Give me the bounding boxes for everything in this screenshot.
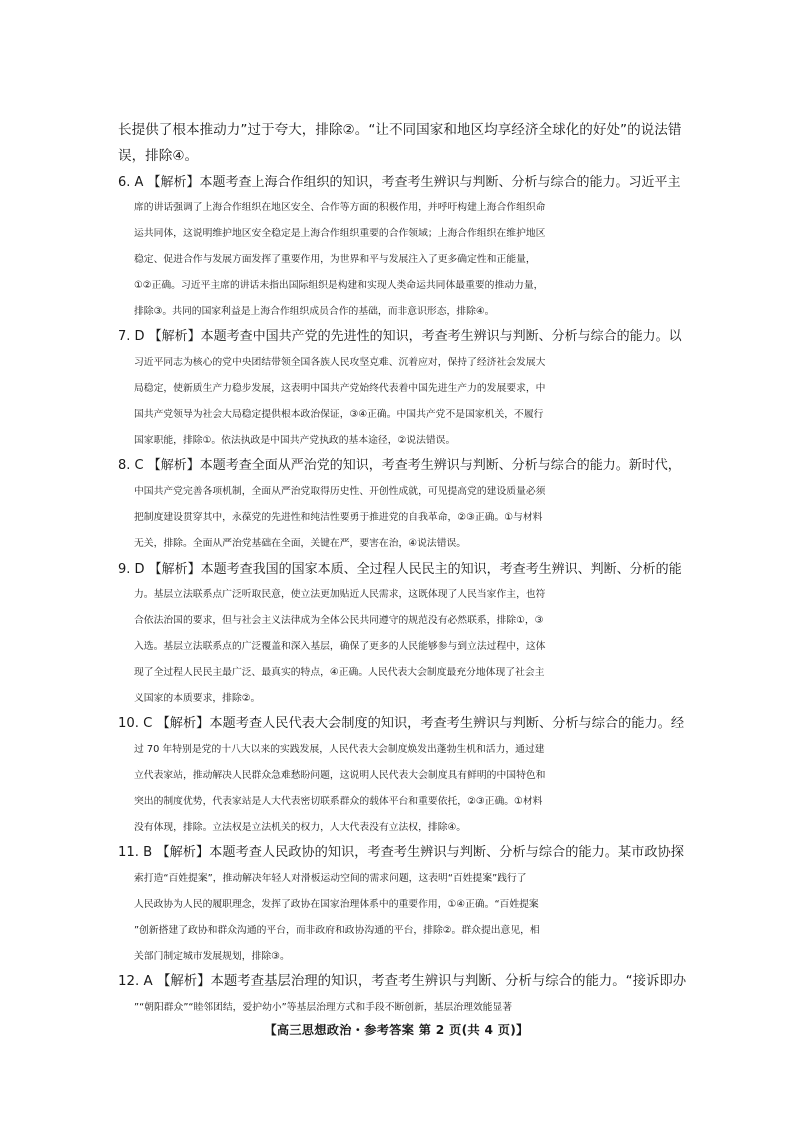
- text-line: 现了全过程人民民主最广泛、最真实的特点，④正确。人民代表大会制度最充分地体现了社会主: [134, 666, 545, 678]
- text-line: 合依法治国的要求，但与社会主义法律成为全体公民共同遵守的规范没有必然联系，排除①，③: [134, 615, 544, 627]
- text-line: 局稳定，使新质生产力稳步发展，这表明中国共产党始终代表着中国先进生产力的发展要求，中: [134, 382, 546, 394]
- text-line: 排除③。共同的国家利益是上海合作组织成员合作的基础，而非意识形态，排除④。: [134, 305, 495, 317]
- answer-q9: [118, 557, 686, 712]
- text-line: 没有体现，排除。立法权是立法机关的权力，人大代表没有立法权，排除④。: [134, 821, 467, 833]
- intro-paragraph: [118, 118, 686, 170]
- answer-q6: [118, 170, 686, 325]
- text-line: 10. C 【解析】本题考查人民代表大会制度的知识，考查考生辨识与判断、分析与综合的能力。经: [118, 716, 685, 732]
- text-line: 6. A 【解析】本题考查上海合作组织的知识，考查考生辨识与判断、分析与综合的能力。习近平主: [118, 174, 681, 190]
- text-line: 11. B 【解析】本题考查人民政协的知识，考查考生辨识与判断、分析与综合的能力。某市政协探: [118, 845, 684, 861]
- text-line: 习近平同志为核心的党中央团结带领全国各族人民攻坚克难、沉着应对，保持了经济社会发展大: [134, 357, 546, 369]
- text-line: 人民政协为人民的履职理念，发挥了政协在国家治理体系中的重要作用，①④正确。“百姓提案: [134, 898, 539, 910]
- text-line: 8. C 【解析】本题考查全面从严治党的知识，考查考生辨识与判断、分析与综合的能力。新时代，: [118, 458, 681, 474]
- text-line: 无关，排除。全面从严治党基础在全面，关键在严，要害在治，④说法错误。: [134, 537, 467, 549]
- answer-q12: [118, 969, 686, 1021]
- text-line: 立代表家站，推动解决人民群众急难愁盼问题，这说明人民代表大会制度具有鲜明的中国特色和: [134, 769, 546, 781]
- text-line: 把制度建设贯穿其中，永葆党的先进性和纯洁性要勇于推进党的自我革命，②③正确。①与材料: [134, 511, 543, 523]
- text-line: 席的讲话强调了上海合作组织在地区安全、合作等方面的积极作用，并呼吁构建上海合作组织命: [134, 202, 546, 214]
- text-line: 力。基层立法联系点广泛听取民意，使立法更加贴近人民需求，这既体现了人民当家作主，也符: [134, 589, 546, 601]
- text-line: 中国共产党完善各项机制，全面从严治党取得历史性、开创性成就，可见提高党的建设质量必须: [134, 486, 546, 498]
- text-line: 误，排除④。: [118, 147, 199, 164]
- text-line: 国家职能，排除①。依法执政是中国共产党执政的基本途径，②说法错误。: [134, 434, 456, 446]
- text-line: 突出的制度优势，代表家站是人大代表密切联系群众的载体平台和重要依托，②③正确。①材料: [134, 795, 543, 807]
- text-line: 国共产党领导为社会大局稳定提供根本政治保证，③④正确。中国共产党不是国家机关，不履行: [134, 408, 544, 420]
- text-line: 过 70 年特别是党的十八大以来的实践发展，人民代表大会制度焕发出蓬勃生机和活力，通过建: [134, 744, 545, 756]
- text-line: 9. D 【解析】本题考查我国的国家本质、全过程人民民主的知识，考查考生辨识、判断、分析的能: [118, 561, 682, 577]
- text-line: 长提供了根本推动力”过于夸大，排除②。“让不同国家和地区均享经济全球化的好处”的说法错: [118, 122, 682, 138]
- text-line: ”“朝阳群众”“睦邻团结，爱护幼小”等基层治理方式和手段不断创新，基层治理效能显著: [134, 1002, 513, 1014]
- text-line: 7. D 【解析】本题考查中国共产党的先进性的知识，考查考生辨识与判断、分析与综合的能力。以: [118, 329, 682, 345]
- text-line: 运共同体，这说明维护地区安全稳定是上海合作组织重要的合作领域；上海合作组织在维护地区: [134, 228, 546, 240]
- text-line: 索打造“百姓提案”，推动解决年轻人对滑板运动空间的需求问题，这表明“百姓提案”践行了: [134, 873, 527, 885]
- answer-q10: [118, 711, 686, 840]
- text-line: ①②正确。习近平主席的讲话未指出国际组织是构建和实现人类命运共同体最重要的推动力量，: [134, 279, 544, 291]
- answer-q7: [118, 324, 686, 453]
- text-line: 关部门制定城市发展规划，排除③。: [134, 950, 290, 962]
- text-line: ”创新搭建了政协和群众沟通的平台，而非政府和政协沟通的平台，排除②。群众提出意见，相: [134, 924, 540, 936]
- answer-q11: [118, 840, 686, 969]
- text-line: 入选。基层立法联系点的广泛覆盖和深入基层，确保了更多的人民能够参与到立法过程中，这体: [134, 640, 546, 652]
- text-line: 稳定、促进合作与发展方面发挥了重要作用，为世界和平与发展注入了更多确定性和正能量，: [134, 253, 536, 265]
- text-line: 12. A 【解析】本题考查基层治理的知识，考查考生辨识与判断、分析与综合的能力。“接诉即办: [118, 974, 687, 990]
- page-footer: 【高三思想政治・参考答案 第 2 页(共 4 页)】: [264, 1023, 529, 1037]
- answer-q8: [118, 453, 686, 556]
- answer-content: [118, 118, 686, 1021]
- text-line: 义国家的本质要求，排除②。: [134, 692, 261, 704]
